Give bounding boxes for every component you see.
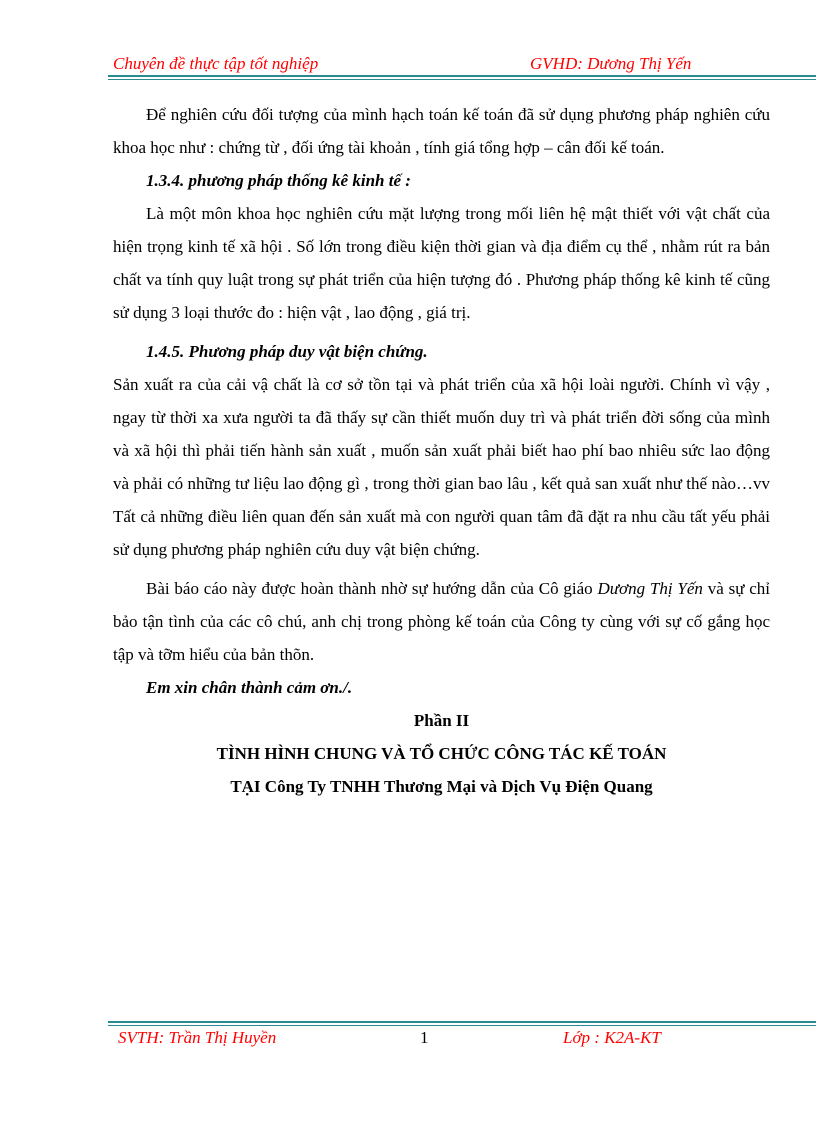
part-title-line-1: TÌNH HÌNH CHUNG VÀ TỔ CHỨC CÔNG TÁC KẾ TOÁN (216, 744, 667, 763)
thanks-line: Em xin chân thành cảm ơn./. (146, 678, 353, 697)
page-number: 1 (420, 1028, 429, 1047)
paragraph-dialectical: Sản xuất ra của cải vậ chất là cơ sở tồn tại và phát triển của xã hội loài người. Chính vì vậy , ngay từ thời xa xưa người ta đã thấy sự cần thiết muốn duy trì và phát triển đời sống của mình và xã hội thì phải tiến hành sản xuất , muốn sản xuất phải biết hao phí bao nhiêu sức lao động và phải có những tư liệu lao động gì , trong thời gian bao lâu , kết quả san xuất như thế nào…vv Tất cả những điều liên quan đến sản xuất mà con người quan tâm đã đặt ra nhu cầu tất yếu phải sử dụng phương pháp nghiên cứu duy vật biện chứng. (113, 375, 770, 559)
part-heading: Phần II (413, 711, 470, 730)
heading-statistics-method: 1.3.4. phương pháp thống kê kinh tế : (146, 171, 411, 190)
paragraph-statistics: Là một môn khoa học nghiên cứu mặt lượng trong mối liên hệ mật thiết với vật chất của hiện trọng kinh tế xã hội . Số lớn trong điều kiện thời gian và địa điểm cụ thể , nhằm rút ra bản chất va tính quy luật trong sự phát triển của hiện tượng đó . Phương pháp thống kê kinh tế cũng sử dụng 3 loại thước đo : hiện vật , lao động , giá trị. (113, 204, 770, 322)
paragraph-research-methods: Để nghiên cứu đối tượng của mình hạch toán kế toán đã sử dụng phương pháp nghiên cứu khoa học như : chứng từ , đối ứng tài khoản , tính giá tổng hợp – cân đối kế toán. (113, 105, 770, 157)
page-footer (113, 1028, 717, 1050)
supervisor-name: Dương Thị Yến (597, 579, 703, 598)
page-body (113, 98, 770, 803)
page-header (113, 54, 717, 76)
acknowledgement-text-end: và sự chỉ bảo tận tình của các cô chú, anh chị trong phòng kế toán của Công ty cùng với sự cố gắng học tập và tỡm hiểu của bản thõn. (113, 579, 770, 664)
header-rule-thick (108, 75, 816, 77)
header-course-title: Chuyên đề thực tập tốt nghiệp (113, 54, 319, 73)
heading-dialectical-method: 1.4.5. Phương pháp duy vật biện chứng. (146, 342, 428, 361)
header-supervisor: GVHD: Dương Thị Yến (530, 54, 692, 73)
paragraph-acknowledgement (113, 572, 770, 671)
part-title-line-2: TẠI Công Ty TNHH Thương Mại và Dịch Vụ Điện Quang (230, 777, 653, 796)
footer-rule-thin (108, 1025, 816, 1026)
footer-student: SVTH: Trần Thị Huyền (118, 1028, 277, 1047)
acknowledgement-text-start: Bài báo cáo này được hoàn thành nhờ sự hướng dẫn của Cô giáo (146, 579, 598, 598)
footer-class: Lớp : K2A-KT (563, 1028, 661, 1047)
header-rule-thin (108, 79, 816, 80)
footer-rule-thick (108, 1021, 816, 1023)
